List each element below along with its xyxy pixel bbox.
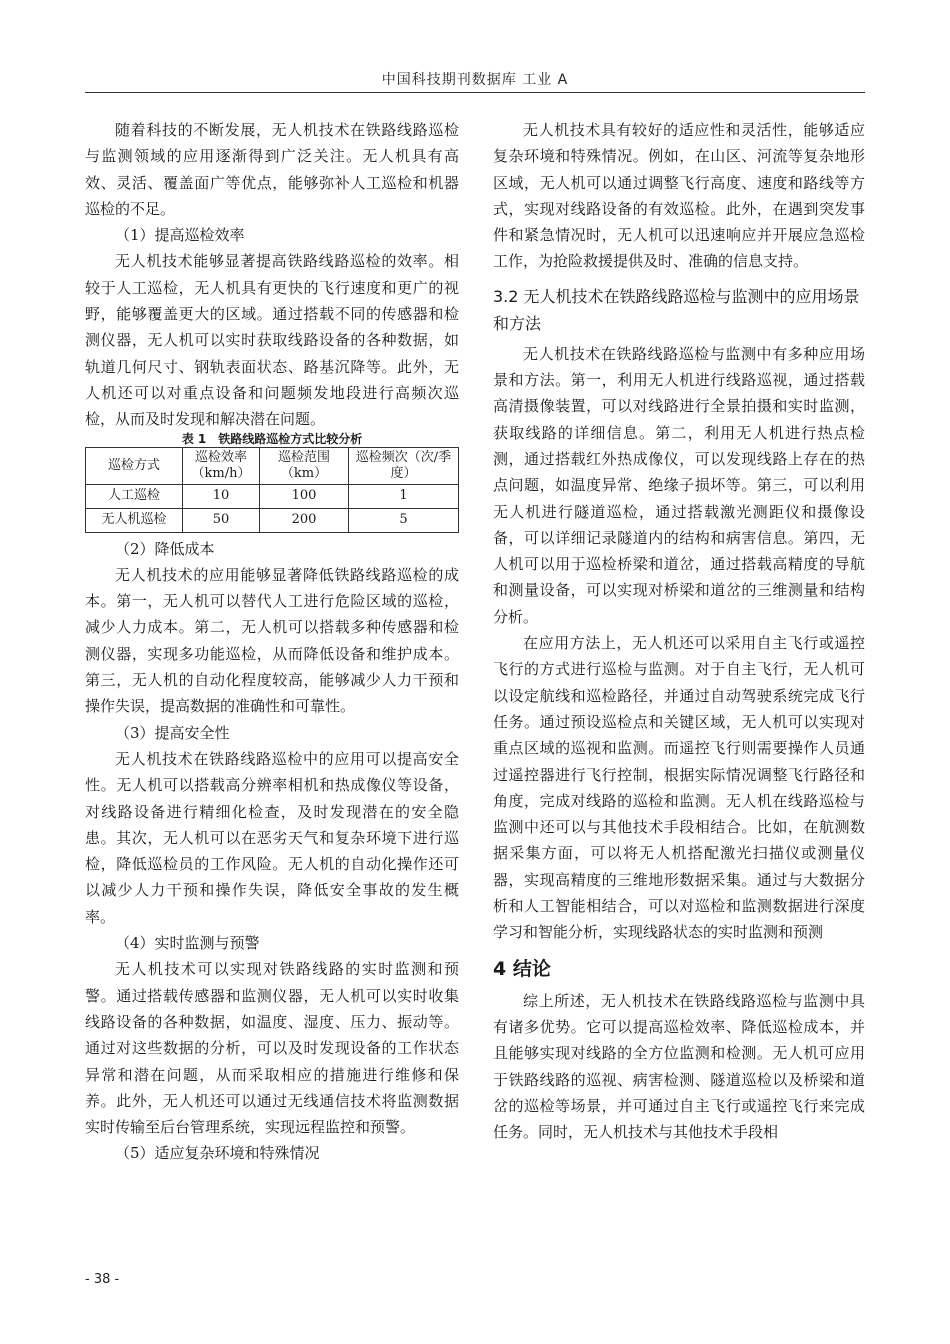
right-column (493, 117, 865, 1145)
table-caption: 表 1 铁路线路巡检方式比较分析 (181, 431, 363, 446)
section-4-title: （4）实时监测与预警 (115, 934, 260, 953)
section-4-text: 无人机技术可以实现对铁路线路的实时监测和预警。通过搭载传感器和监测仪器，无人机可以实时收集线路设备的各种数据，如温度、湿度、压力、振动等。通过对这些数据的分析，可以及时发现设备的工作状态异常和潜在问题，从而采取相应的措施进行维修和保养。此外，无人机还可以通过无线通信技术将监测数据实时传输至后台管理系统，实现远程监控和预警。 (85, 960, 459, 1137)
conclusion-paragraph: 综上所述，无人机技术在铁路线路巡检与监测中具有诸多优势。它可以提高巡检效率、降低巡检成本，并且能够实现对线路的全方位监测和检测。无人机可应用于铁路线路的巡视、病害检测、隧道巡检以及桥梁和道岔的巡检等场景，并可通过自主飞行或遥控飞行来完成任务。同时，无人机技术与其他技术手段相 (493, 991, 865, 1142)
table-cell: 200 (260, 508, 349, 532)
section-2-title: （2）降低成本 (115, 539, 215, 558)
table-cell: 100 (260, 484, 349, 508)
section-2-text: 无人机技术的应用能够显著降低铁路线路巡检的成本。第一，无人机可以替代人工进行危险区域的巡检，减少人力成本。第二，无人机可以搭载多种传感器和检测仪器，实现多功能巡检，从而降低设备和维护成本。第三，无人机的自动化程度较高，能够减少人力干预和操作失误，提高数据的准确性和可靠性。 (85, 565, 459, 716)
table-header-cell: 巡检范围（km） (260, 447, 349, 484)
table-cell: 10 (183, 484, 260, 508)
table-header-cell: 巡检频次（次/季度） (349, 447, 459, 484)
section-5-title: （5）适应复杂环境和特殊情况 (115, 1144, 320, 1163)
table-header-row (86, 447, 459, 484)
section-3-title: （3）提高安全性 (115, 723, 230, 742)
section-1-text: 无人机技术能够显著提高铁路线路巡检的效率。相较于人工巡检，无人机具有更快的飞行速度和更广的视野，能够覆盖更大的区域。通过搭载不同的传感器和检测仪器，无人机可以实时获取线路设备的各种数据，如轨道几何尺寸、钢轨表面状态、路基沉降等。此外，无人机还可以对重点设备和问题频发地段进行高频次巡检，从而及时发现和解决潜在问题。 (85, 252, 459, 429)
methods-paragraph: 在应用方法上，无人机还可以采用自主飞行或遥控飞行的方式进行巡检与监测。对于自主飞行，无人机可以设定航线和巡检路径，并通过自动驾驶系统完成飞行任务。通过预设巡检点和关键区域，无人机可以实现对重点区域的巡视和监测。而遥控飞行则需要操作人员通过遥控器进行飞行控制，根据实际情况调整飞行路径和角度，完成对线路的巡检和监测。无人机在线路巡检与监测中还可以与其他技术手段相结合。比如，在航测数据采集方面，可以将无人机搭配激光扫描仪或测量仪器，实现高精度的三维地形数据采集。通过与大数据分析和人工智能相结合，可以对巡检和监测数据进行深度学习和智能分析，实现线路状态的实时监测和预测 (493, 634, 865, 942)
section-1-title: （1）提高巡检效率 (115, 226, 245, 245)
left-column (85, 117, 459, 1167)
applications-paragraph: 无人机技术在铁路线路巡检与监测中有多种应用场景和方法。第一，利用无人机进行线路巡视，通过搭载高清摄像装置，可以对线路进行全景拍摄和实时监测，获取线路的详细信息。第二，利用无人机进行热点检测，通过搭载红外热成像仪，可以发现线路上存在的热点问题，如温度异常、绝缘子损坏等。第三，可以利用无人机进行隧道巡检，通过搭载激光测距仪和摄像设备，可以详细记录隧道内的结构和病害信息。第四，无人机可以用于巡检桥梁和道岔，通过搭载高精度的导航和测量设备，可以实现对桥梁和道岔的三维测量和结构分析。 (493, 344, 865, 626)
table-cell: 人工巡检 (86, 484, 183, 508)
table-header-cell: 巡检方式 (86, 447, 183, 484)
table-cell: 50 (183, 508, 260, 532)
table-cell: 无人机巡检 (86, 508, 183, 532)
page-number: - 38 - (85, 1272, 120, 1287)
section-3-text: 无人机技术在铁路线路巡检中的应用可以提高安全性。无人机可以搭载高分辨率相机和热成像仪等设备，对线路设备进行精细化检查，及时发现潜在的安全隐患。其次，无人机可以在恶劣天气和复杂环境下进行巡检，降低巡检员的工作风险。无人机的自动化操作还可以减少人力干预和操作失误，降低安全事故的发生概率。 (85, 749, 459, 926)
intro-paragraph: 随着科技的不断发展，无人机技术在铁路线路巡检与监测领域的应用逐渐得到广泛关注。无人机具有高效、灵活、覆盖面广等优点，能够弥补人工巡检和机器巡检的不足。 (85, 121, 459, 218)
comparison-table (85, 447, 459, 533)
table-cell: 1 (349, 484, 459, 508)
header-divider (85, 92, 865, 93)
section-5-text: 无人机技术具有较好的适应性和灵活性，能够适应复杂环境和特殊情况。例如，在山区、河流等复杂地形区域，无人机可以通过调整飞行高度、速度和路线等方式，实现对线路设备的有效巡检。此外，在遇到突发事件和紧急情况时，无人机可以迅速响应并开展应急巡检工作，为抢险救援提供及时、准确的信息支持。 (493, 121, 865, 271)
heading-3-2: 3.2 无人机技术在铁路线路巡检与监测中的应用场景和方法 (493, 286, 860, 333)
table-row (86, 508, 459, 532)
journal-header: 中国科技期刊数据库 工业 A (381, 72, 569, 88)
table-cell: 5 (349, 508, 459, 532)
table-header-cell: 巡检效率（km/h） (183, 447, 260, 484)
table-row (86, 484, 459, 508)
heading-conclusion: 4 结论 (493, 957, 551, 980)
